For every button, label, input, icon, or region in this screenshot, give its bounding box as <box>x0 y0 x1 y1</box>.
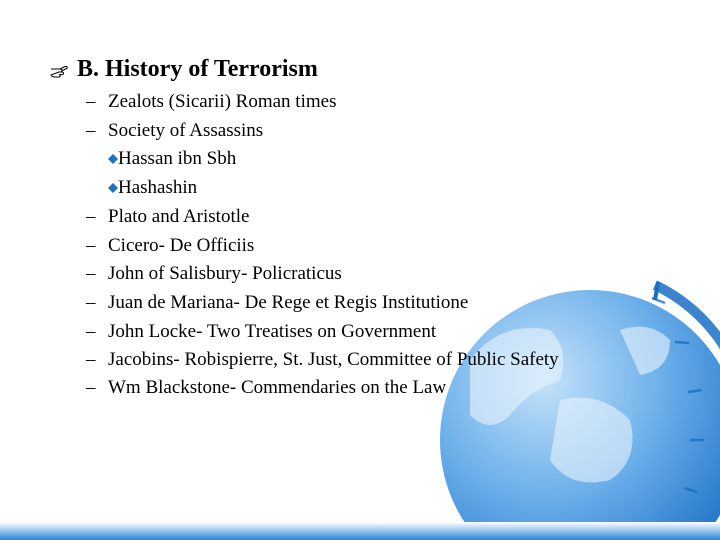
list-item <box>86 346 646 374</box>
history-list <box>86 88 646 403</box>
list-item-text: Jacobins- Robispierre, St. Just, Committee of Public Safety <box>108 349 559 371</box>
slide-heading <box>50 54 318 84</box>
dash-bullet: – <box>86 119 96 141</box>
dash-bullet: – <box>86 349 96 371</box>
list-item-text: Society of Assassins <box>108 119 264 141</box>
diamond-icon <box>108 154 118 164</box>
pointing-hand-icon <box>50 64 68 78</box>
list-item-text: John Locke- Two Treatises on Government <box>108 320 437 342</box>
diamond-icon <box>108 183 118 193</box>
list-item-text: Zealots (Sicarii) Roman times <box>108 91 337 112</box>
dash-bullet: – <box>86 377 96 399</box>
list-item-text: Juan de Mariana- De Rege et Regis Institutione <box>108 291 469 313</box>
heading-text: B. History of Terrorism <box>77 55 318 82</box>
list-item-text: Wm Blackstone- Commendaries on the Law <box>108 377 447 399</box>
list-item-text: Cicero- De Officiis <box>108 234 255 256</box>
list-item <box>86 318 646 347</box>
list-item <box>86 117 646 146</box>
dash-bullet: – <box>86 234 96 256</box>
list-item <box>86 289 646 318</box>
list-item <box>86 232 646 261</box>
dash-bullet: – <box>86 291 96 313</box>
list-item-text: John of Salisbury- Policraticus <box>108 263 342 285</box>
sub-list-item <box>86 174 646 203</box>
sub-list-item-text: Hassan ibn Sbh <box>118 148 237 170</box>
bottom-band <box>0 522 720 540</box>
list-item-text: Plato and Aristotle <box>108 205 250 227</box>
dash-bullet: – <box>86 205 96 227</box>
list-item <box>86 374 646 403</box>
list-item <box>86 88 646 117</box>
sub-list-item-text: Hashashin <box>118 177 198 199</box>
list-item <box>86 203 646 232</box>
list-item <box>86 260 646 289</box>
dash-bullet: – <box>86 320 96 342</box>
sub-list-item <box>86 145 646 174</box>
dash-bullet: – <box>86 91 96 112</box>
dash-bullet: – <box>86 263 96 285</box>
